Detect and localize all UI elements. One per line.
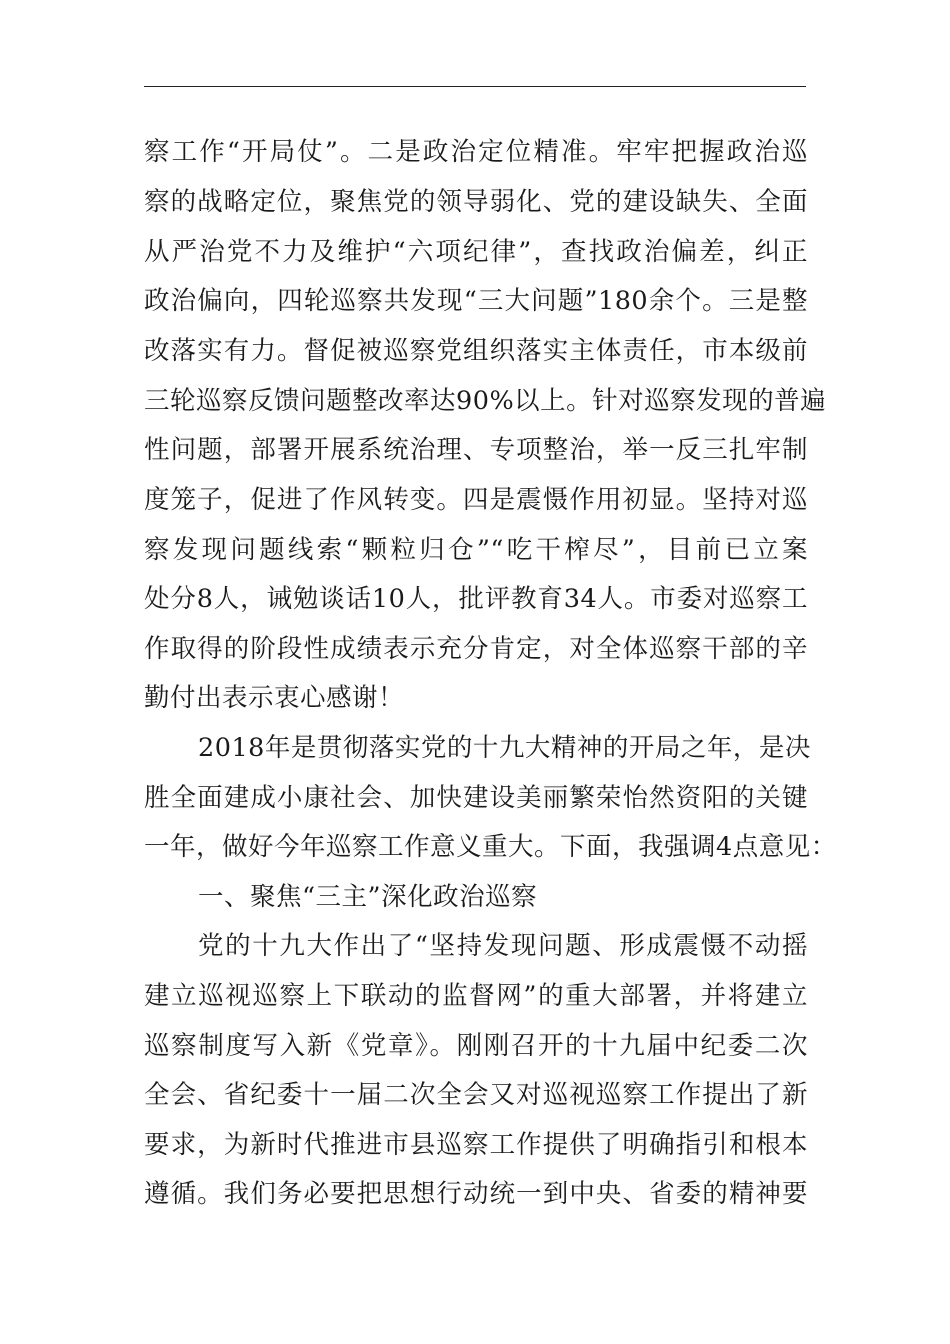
text-line: 一年，做好今年巡察工作意义重大。下面，我强调4点意见： (144, 832, 837, 862)
text-line: 三轮巡察反馈问题整改率达90%以上。针对巡察发现的普遍 (144, 386, 827, 416)
text-line: 度笼子，促进了作风转变。四是震慑作用初显。坚持对巡 (144, 485, 808, 515)
paragraph-first-line: 党的十九大作出了“坚持发现问题、形成震慑不动摇 (198, 931, 808, 961)
text-line: 要求，为新时代推进市县巡察工作提供了明确指引和根本 (144, 1130, 808, 1160)
header-rule (144, 86, 806, 87)
text-line: 胜全面建成小康社会、加快建设美丽繁荣怡然资阳的关键 (144, 783, 808, 813)
text-line: 察发现问题线索“颗粒归仓”“吃干榨尽”，目前已立案 (144, 535, 808, 565)
text-line: 政治偏向，四轮巡察共发现“三大问题”180余个。三是整 (144, 286, 808, 316)
text-line: 巡察制度写入新《党章》。刚刚召开的十九届中纪委二次 (144, 1031, 808, 1061)
text-line: 勤付出表示衷心感谢！ (144, 683, 405, 713)
text-line: 处分8人，诫勉谈话10人，批评教育34人。市委对巡察工 (144, 584, 808, 614)
section-heading: 一、聚焦“三主”深化政治巡察 (198, 882, 538, 912)
text-line: 全会、省纪委十一届二次全会又对巡视巡察工作提出了新 (144, 1080, 808, 1110)
text-line: 作取得的阶段性成绩表示充分肯定，对全体巡察干部的辛 (144, 634, 808, 664)
text-line: 遵循。我们务必要把思想行动统一到中央、省委的精神要 (144, 1179, 808, 1209)
text-line: 察工作“开局仗”。二是政治定位精准。牢牢把握政治巡 (144, 137, 808, 167)
paragraph-first-line: 2018年是贯彻落实党的十九大精神的开局之年，是决 (198, 733, 811, 763)
text-line: 建立巡视巡察上下联动的监督网”的重大部署，并将建立 (144, 981, 808, 1011)
text-line: 察的战略定位，聚焦党的领导弱化、党的建设缺失、全面 (144, 187, 808, 217)
text-line: 性问题，部署开展系统治理、专项整治，举一反三扎牢制 (144, 435, 808, 465)
text-line: 改落实有力。督促被巡察党组织落实主体责任，市本级前 (144, 336, 808, 366)
text-line: 从严治党不力及维护“六项纪律”，查找政治偏差，纠正 (144, 237, 808, 267)
